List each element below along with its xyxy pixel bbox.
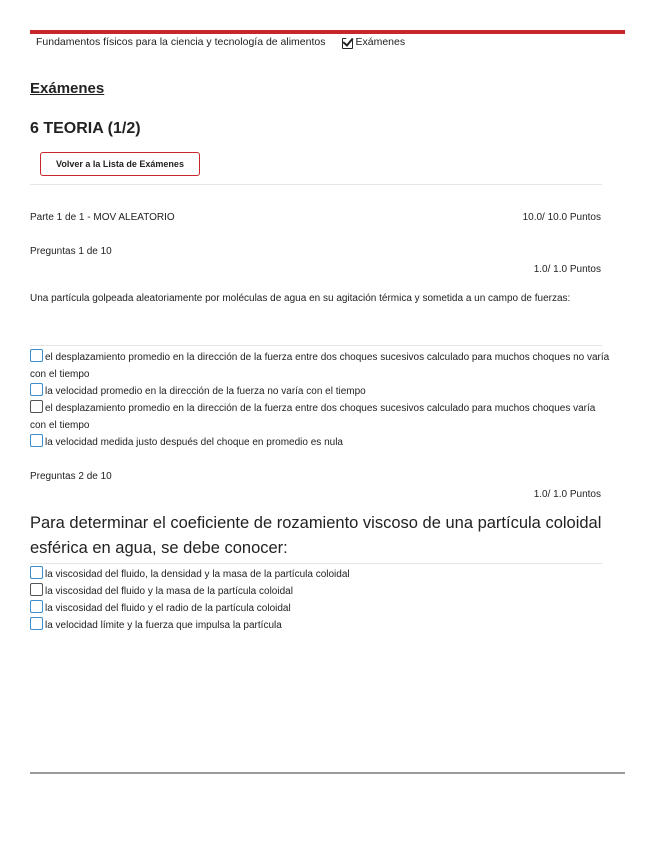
footer-divider (30, 772, 625, 774)
question-1-points: 1.0/ 1.0 Puntos (533, 264, 601, 275)
breadcrumb-course[interactable]: Fundamentos físicos para la ciencia y tecnología de alimentos (36, 36, 326, 48)
answer-option[interactable]: la viscosidad del fluido y el radio de la partícula coloidal (30, 600, 610, 617)
question-1-options (30, 349, 610, 451)
question-2-text: Para determinar el coeficiente de rozamiento viscoso de una partícula coloidal esférica en agua, se debe conocer: (30, 514, 602, 557)
question-1-text: Una partícula golpeada aleatoriamente por moléculas de agua en su agitación térmica y sometida a un campo de fuerzas: (30, 293, 571, 304)
answer-option[interactable]: la velocidad medida justo después del choque en promedio es nula (30, 434, 610, 451)
question-2-points: 1.0/ 1.0 Puntos (533, 489, 601, 500)
answer-option[interactable]: la viscosidad del fluido y la masa de la partícula coloidal (30, 583, 610, 600)
answer-option[interactable]: la velocidad promedio en la dirección de la fuerza no varía con el tiempo (30, 383, 610, 400)
checkbox-icon[interactable] (30, 400, 43, 413)
checkbox-icon[interactable] (30, 383, 43, 396)
question-2-options (30, 566, 610, 634)
question-2-label: Preguntas 2 de 10 (30, 471, 112, 482)
section-title: Exámenes (30, 80, 105, 97)
back-to-exams-button[interactable]: Volver a la Lista de Exámenes (40, 152, 200, 176)
breadcrumb (36, 36, 405, 48)
exam-title: 6 TEORIA (1/2) (30, 120, 141, 137)
checkbox-icon[interactable] (30, 349, 43, 362)
checkbox-icon[interactable] (30, 566, 43, 579)
answer-option[interactable]: el desplazamiento promedio en la dirección de la fuerza entre dos choques sucesivos calculado para muchos choques varía con el tiempo (30, 400, 610, 434)
checked-box-icon (342, 37, 353, 48)
answer-option[interactable]: la velocidad límite y la fuerza que impulsa la partícula (30, 617, 610, 634)
part-label: Parte 1 de 1 - MOV ALEATORIO (30, 212, 175, 223)
divider (30, 345, 602, 346)
answer-option[interactable]: la viscosidad del fluido, la densidad y la masa de la partícula coloidal (30, 566, 610, 583)
checkbox-icon[interactable] (30, 434, 43, 447)
breadcrumb-section[interactable]: Exámenes (355, 36, 406, 48)
part-points: 10.0/ 10.0 Puntos (522, 212, 601, 223)
divider (30, 563, 602, 564)
question-1-label: Preguntas 1 de 10 (30, 246, 112, 257)
checkbox-icon[interactable] (30, 600, 43, 613)
checkbox-icon[interactable] (30, 617, 43, 630)
top-accent-bar (30, 30, 625, 34)
answer-option[interactable]: el desplazamiento promedio en la dirección de la fuerza entre dos choques sucesivos calculado para muchos choques no varía con el tiempo (30, 349, 610, 383)
checkbox-icon[interactable] (30, 583, 43, 596)
divider (30, 184, 602, 185)
